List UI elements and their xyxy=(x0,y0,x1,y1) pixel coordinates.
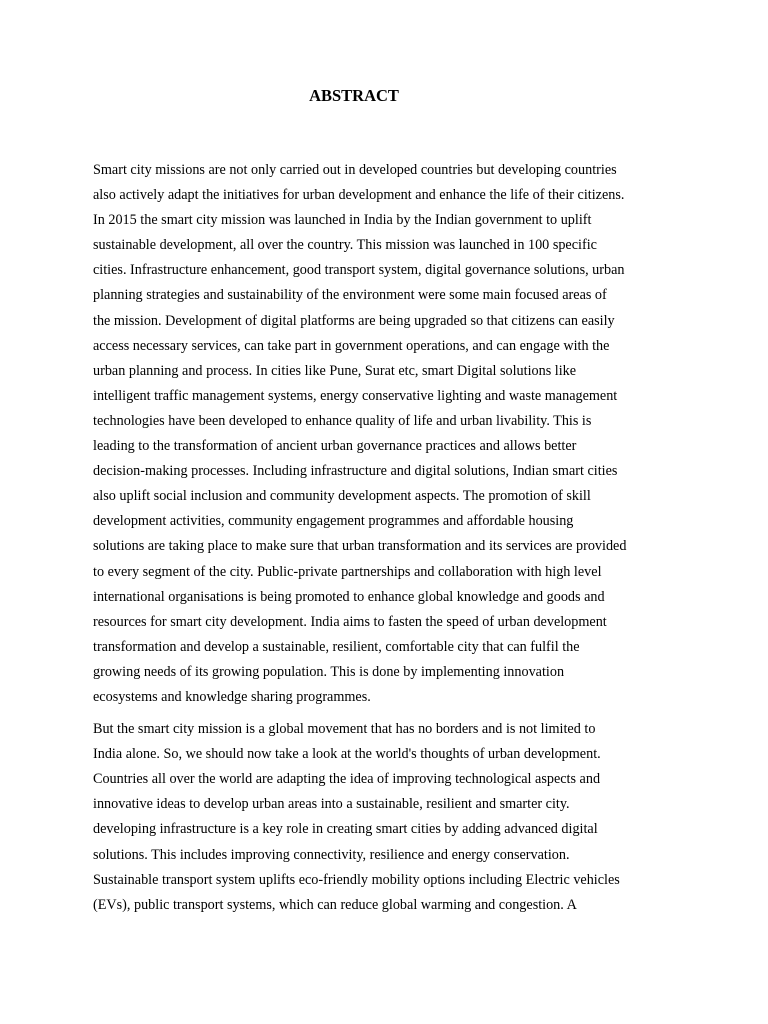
text-line: leading to the transformation of ancient urban governance practices and allows better xyxy=(93,438,577,455)
text-line: Smart city missions are not only carried out in developed countries but developing countries xyxy=(93,162,617,178)
text-line: the mission. Development of digital platforms are being upgraded so that citizens can easily xyxy=(93,312,615,329)
text-line: also uplift social inclusion and community development aspects. The promotion of skill xyxy=(93,488,591,505)
text-line: growing needs of its growing population. This is done by implementing innovation xyxy=(93,663,565,680)
abstract-body xyxy=(93,158,677,918)
text-line: transformation and develop a sustainable, resilient, comfortable city that can fulfil the xyxy=(93,638,580,655)
text-line: In 2015 the smart city mission was launched in India by the Indian government to uplift xyxy=(93,212,592,229)
abstract-heading: ABSTRACT xyxy=(309,86,399,105)
text-line: Countries all over the world are adapting the idea of improving technological aspects and xyxy=(93,771,601,788)
text-line: But the smart city mission is a global movement that has no borders and is not limited to xyxy=(93,721,596,738)
text-line: Sustainable transport system uplifts eco-friendly mobility options including Electric vehicles xyxy=(93,871,620,888)
text-line: development activities, community engagement programmes and affordable housing xyxy=(93,513,574,530)
text-line: technologies have been developed to enhance quality of life and urban livability. This is xyxy=(93,412,592,429)
text-line: international organisations is being promoted to enhance global knowledge and goods and xyxy=(93,588,605,605)
text-line: planning strategies and sustainability of the environment were some main focused areas of xyxy=(93,287,607,304)
text-line: developing infrastructure is a key role in creating smart cities by adding advanced digital xyxy=(93,821,598,838)
paragraph-2 xyxy=(93,717,677,918)
paragraph-1 xyxy=(93,158,677,710)
text-line: ecosystems and knowledge sharing programmes. xyxy=(93,688,371,705)
text-line: cities. Infrastructure enhancement, good transport system, digital governance solutions, urban xyxy=(93,262,625,279)
text-line: solutions are taking place to make sure that urban transformation and its services are provided xyxy=(93,538,627,555)
text-line: to every segment of the city. Public-private partnerships and collaboration with high level xyxy=(93,563,602,580)
text-line: resources for smart city development. India aims to fasten the speed of urban development xyxy=(93,613,607,630)
text-line: access necessary services, can take part in government operations, and can engage with the xyxy=(93,337,610,354)
text-line: sustainable development, all over the country. This mission was launched in 100 specific xyxy=(93,237,597,254)
text-line: intelligent traffic management systems, energy conservative lighting and waste management xyxy=(93,387,618,404)
text-line: solutions. This includes improving connectivity, resilience and energy conservation. xyxy=(93,846,570,863)
text-line: also actively adapt the initiatives for urban development and enhance the life of their citizens. xyxy=(93,187,625,204)
text-line: decision-making processes. Including infrastructure and digital solutions, Indian smart cities xyxy=(93,463,618,480)
text-line: India alone. So, we should now take a look at the world's thoughts of urban development. xyxy=(93,746,601,763)
text-line: innovative ideas to develop urban areas into a sustainable, resilient and smarter city. xyxy=(93,796,570,813)
text-line: urban planning and process. In cities like Pune, Surat etc, smart Digital solutions like xyxy=(93,362,577,379)
text-line: (EVs), public transport systems, which can reduce global warming and congestion. A xyxy=(93,896,577,913)
